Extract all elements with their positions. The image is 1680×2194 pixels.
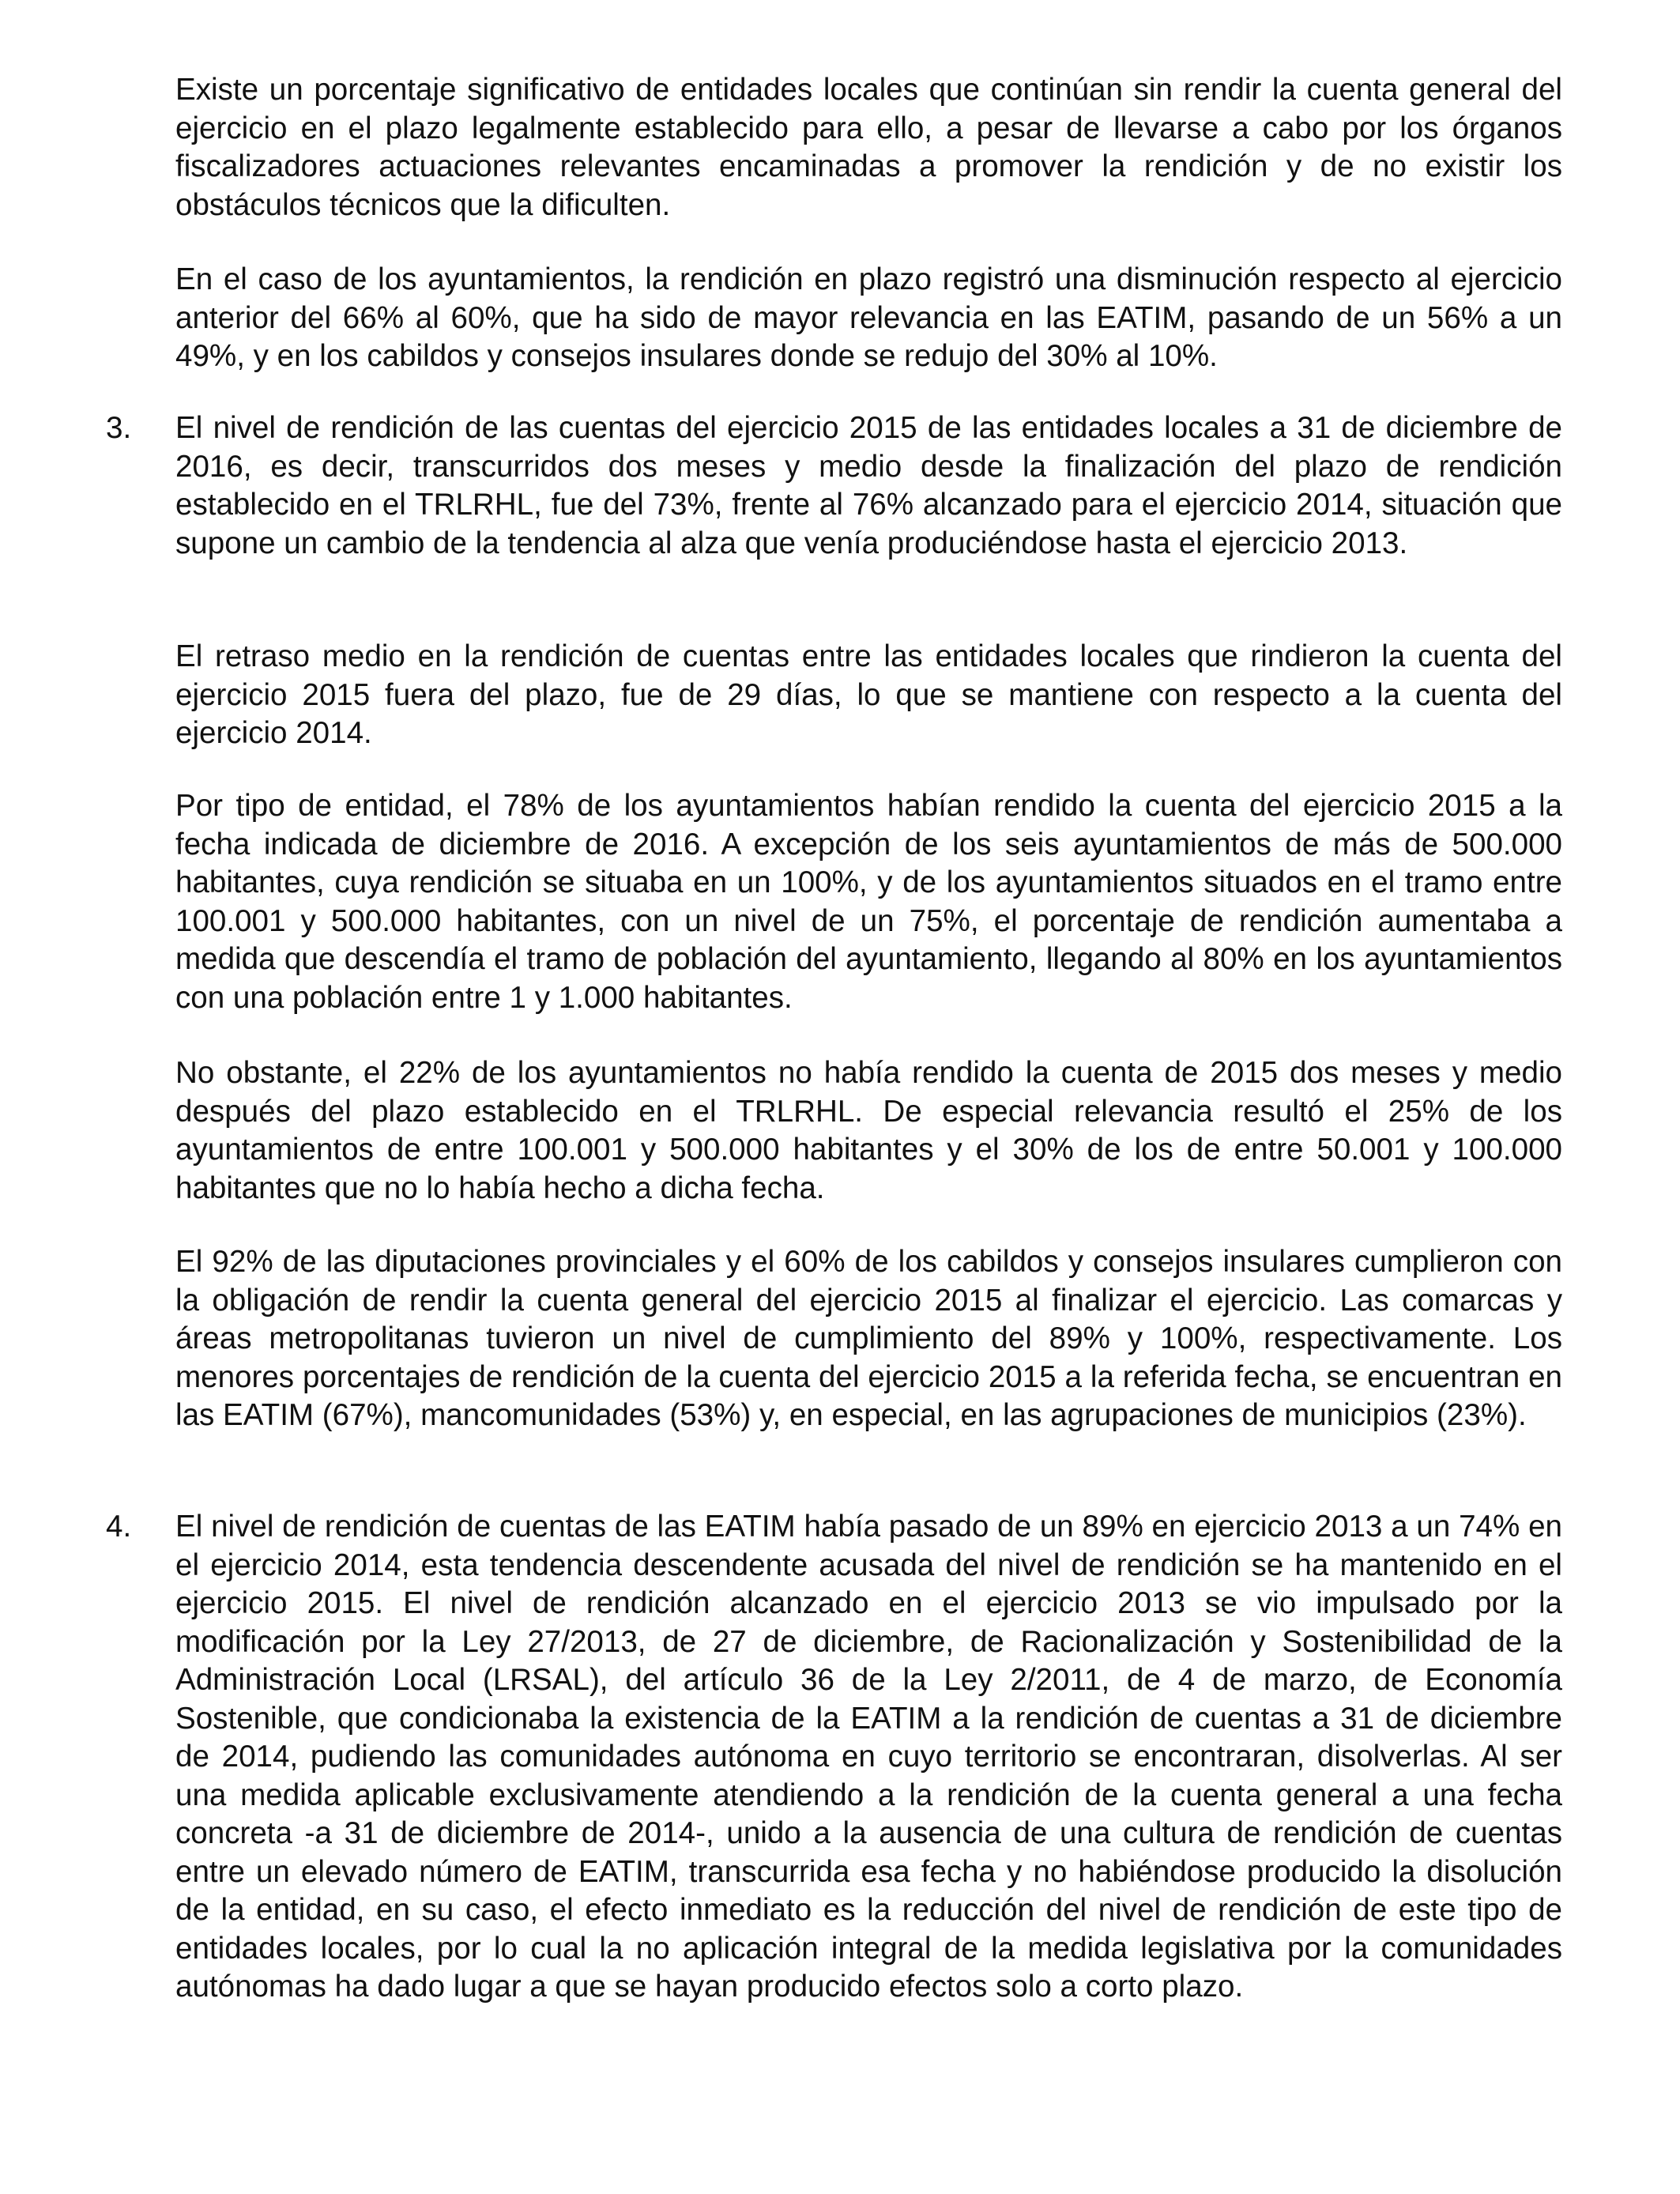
paragraph-ayuntamientos-plazo: En el caso de los ayuntamientos, la rendición en plazo registró una disminución respecto al ejercicio anterior del 66% al 60%, que ha sido de mayor relevancia en las EATIM, pasando de un 56% a un 49%, y en los cabildos y consejos insulares donde se redujo del 30% al 10%. <box>175 262 1562 373</box>
paragraph-eatim-rendicion: El nivel de rendición de cuentas de las EATIM había pasado de un 89% en ejercicio 2013 a un 74% en el ejercicio 2014, esta tendencia descendente acusada del nivel de rendición se ha mantenido en el ejercicio 2015. El nivel de rendición alcanzado en el ejercicio 2013 se vio impulsado por la modificación por la Ley 27/2013, de 27 de diciembre, de Racionalización y Sostenibilidad de la Administración Local (LRSAL), del artículo 36 de la Ley 2/2011, de 4 de marzo, de Economía Sostenible, que condicionaba la existencia de la EATIM a la rendición de cuentas a 31 de diciembre de 2014, pudiendo las comunidades autónoma en cuyo territorio se encontraran, disolverlas. Al ser una medida aplicable exclusivamente atendiendo a la rendición de la cuenta general a una fecha concreta -a 31 de diciembre de 2014-, unido a la ausencia de una cultura de rendición de cuentas entre un elevado número de EATIM, transcurrida esa fecha y no habiéndose producido la disolución de la entidad, en su caso, el efecto inmediato es la reducción del nivel de rendición de este tipo de entidades locales, por lo cual la no aplicación integral de la medida legislativa por la comunidades autónomas ha dado lugar a que se hayan producido efectos solo a corto plazo. <box>175 1510 1562 2004</box>
paragraph-retraso-medio: El retraso medio en la rendición de cuentas entre las entidades locales que rindieron la cuenta del ejercicio 2015 fuera del plazo, fue de 29 días, lo que se mantiene con respecto a la cuenta del ejercicio 2014. <box>175 639 1562 750</box>
paragraph-nivel-rendicion-2015: El nivel de rendición de las cuentas del ejercicio 2015 de las entidades locales a 31 de diciembre de 2016, es decir, transcurridos dos meses y medio desde la finalización del plazo de rendición establecido en el TRLRHL, fue del 73%, frente al 76% alcanzado para el ejercicio 2014, situación que supone un cambio de la tendencia al alza que venía produciéndose hasta el ejercicio 2013. <box>175 411 1562 560</box>
list-number-3: 3. <box>106 411 132 445</box>
paragraph-rendicion-plazo: Existe un porcentaje significativo de entidades locales que continúan sin rendir la cuenta general del ejercicio en el plazo legalmente establecido para ello, a pesar de llevarse a cabo por los órganos fiscalizadores actuaciones relevantes encaminadas a promover la rendición y de no existir los obstáculos técnicos que la dificulten. <box>175 73 1562 222</box>
paragraph-tipo-entidad: Por tipo de entidad, el 78% de los ayuntamientos habían rendido la cuenta del ejercicio 2015 a la fecha indicada de diciembre de 2016. A excepción de los seis ayuntamientos de más de 500.000 habitantes, cuya rendición se situaba en un 100%, y de los ayuntamientos situados en el tramo entre 100.001 y 500.000 habitantes, con un nivel de un 75%, el porcentaje de rendición aumentaba a medida que descendía el tramo de población del ayuntamiento, llegando al 80% en los ayuntamientos con una población entre 1 y 1.000 habitantes. <box>175 789 1562 1015</box>
paragraph-diputaciones-cabildos: El 92% de las diputaciones provinciales y el 60% de los cabildos y consejos insulares cumplieron con la obligación de rendir la cuenta general del ejercicio 2015 al finalizar el ejercicio. Las comarcas y áreas metropolitanas tuvieron un nivel de cumplimiento del 89% y 100%, respectivamente. Los menores porcentajes de rendición de la cuenta del ejercicio 2015 a la referida fecha, se encuentran en las EATIM (67%), mancomunidades (53%) y, en especial, en las agrupaciones de municipios (23%). <box>175 1245 1562 1432</box>
list-number-4: 4. <box>106 1510 132 1544</box>
paragraph-no-rendido: No obstante, el 22% de los ayuntamientos no había rendido la cuenta de 2015 dos meses y medio después del plazo establecido en el TRLRHL. De especial relevancia resultó el 25% de los ayuntamientos de entre 100.001 y 500.000 habitantes y el 30% de los de entre 50.001 y 100.000 habitantes que no lo había hecho a dicha fecha. <box>175 1056 1562 1205</box>
